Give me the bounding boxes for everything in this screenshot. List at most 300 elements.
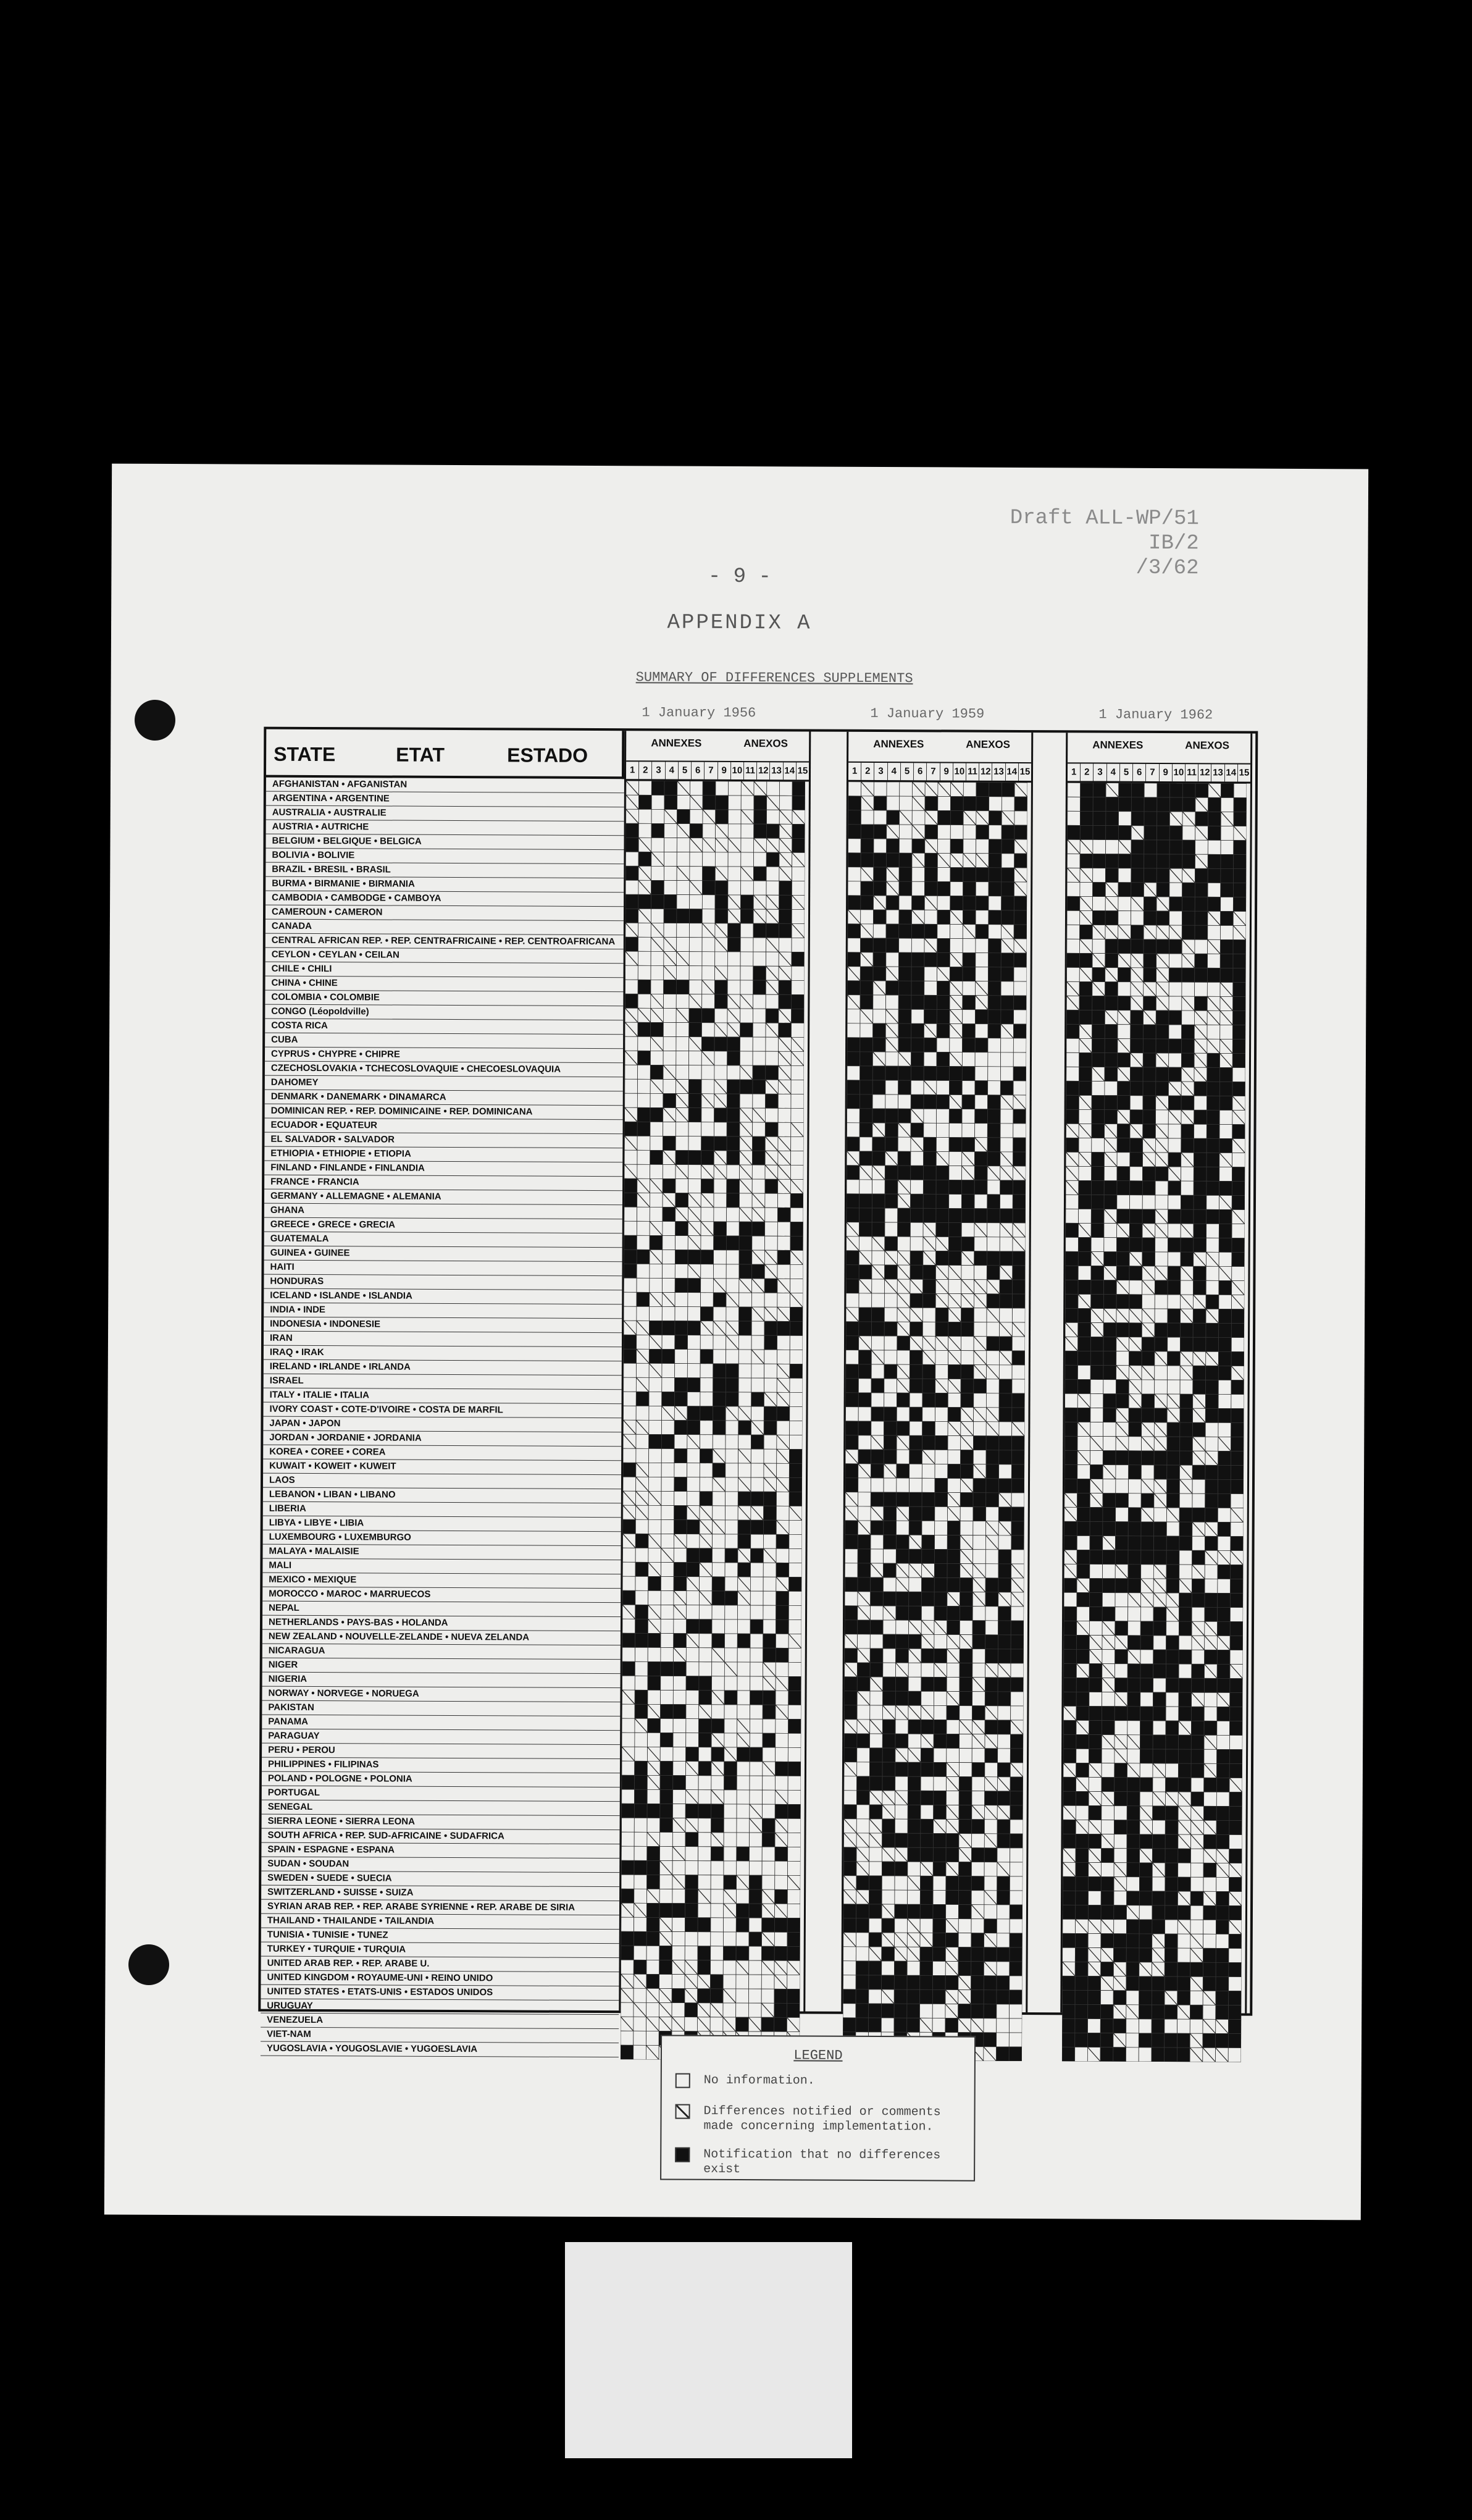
document-page [104, 464, 1368, 2220]
annex-cell [687, 1520, 700, 1534]
annex-cell [1012, 1337, 1025, 1351]
annex-cell [910, 1379, 922, 1393]
annex-cell [950, 797, 963, 811]
annex-cell [974, 1237, 987, 1251]
annex-cell [895, 1720, 908, 1734]
annex-cell [646, 2031, 659, 2045]
annex-cell [1103, 1550, 1116, 1564]
annex-cell [1219, 1209, 1232, 1224]
annex-cell [1067, 896, 1080, 910]
annex-cell [635, 1633, 648, 1647]
annex-cell [661, 1477, 674, 1491]
annex-cell [626, 823, 639, 838]
annex-cell [898, 1066, 911, 1080]
annex-cell [1118, 1025, 1131, 1039]
annex-cell [873, 952, 886, 967]
annex-cell [961, 1209, 974, 1223]
annex-cell [1103, 1451, 1116, 1465]
annex-cell [988, 1095, 1001, 1109]
annex-cell [750, 1619, 763, 1634]
annex-cell [622, 1576, 635, 1590]
annex-cell [1205, 1493, 1218, 1508]
annex-cell [1156, 883, 1169, 897]
annex-cell [961, 1266, 974, 1280]
annex-cell [861, 910, 874, 924]
annex-number: 10 [1173, 764, 1186, 781]
annex-cell [1166, 1522, 1179, 1536]
annex-cell [899, 910, 912, 924]
annex-cell [1106, 840, 1119, 854]
annex-cell [997, 2004, 1010, 2018]
annex-cell [1129, 1451, 1142, 1465]
annex-cell [1194, 1209, 1206, 1224]
annex-cell [997, 1919, 1010, 1933]
annex-cell [672, 1804, 685, 1818]
annex-cell [637, 1093, 650, 1107]
annex-cell [1001, 1010, 1014, 1024]
annex-cell [1102, 1806, 1114, 1820]
annex-cell [1193, 1366, 1206, 1380]
annex-cell [766, 994, 779, 1009]
annex-cell [736, 1989, 749, 2003]
annex-cell [741, 881, 754, 895]
annex-cell [1079, 1180, 1092, 1195]
annex-cell [625, 894, 638, 909]
annex-cell [698, 1762, 711, 1776]
annex-cell [1090, 1337, 1103, 1351]
annex-cell [859, 1151, 872, 1166]
annex-cell [1179, 1493, 1192, 1508]
annex-cell [624, 1377, 637, 1392]
annex-cell [1063, 1777, 1076, 1791]
annex-cell [712, 1634, 725, 1648]
annex-cell [727, 1051, 740, 1065]
annex-cell [870, 1663, 883, 1677]
annex-cell [622, 1761, 635, 1775]
annex-cell [1064, 1635, 1077, 1649]
annex-cell [1000, 1180, 1013, 1195]
annex-cell [1014, 967, 1027, 981]
annex-cell [912, 896, 925, 910]
state-row: POLAND • POLOGNE • POLONIA [262, 1772, 620, 1788]
annex-cell [949, 1208, 962, 1222]
annex-cell [937, 1080, 950, 1094]
annex-cell [899, 839, 912, 853]
annex-cell [1010, 1862, 1023, 1876]
annex-cell [690, 895, 703, 909]
annex-cell [1062, 1990, 1075, 2004]
annex-cell [634, 1804, 647, 1818]
annex-cell [1131, 939, 1144, 954]
annex-cell [1229, 1991, 1242, 2005]
annex-cell [724, 1804, 737, 1818]
state-row: PARAGUAY [262, 1729, 620, 1745]
annex-cell [947, 1521, 960, 1535]
annex-cell [1229, 1792, 1242, 1806]
annex-cell [1064, 1464, 1077, 1479]
annex-cell [698, 1776, 711, 1790]
annex-cell [1064, 1450, 1077, 1464]
state-row: SPAIN • ESPAGNE • ESPANA [261, 1843, 619, 1859]
annex-cell [1105, 1039, 1118, 1053]
annex-cell [908, 1677, 921, 1691]
annex-cell [635, 1676, 648, 1690]
annex-cell [959, 1749, 972, 1763]
annex-cell [1128, 1621, 1141, 1636]
annex-cell [790, 1421, 803, 1435]
annex-cell [924, 952, 937, 967]
annex-cell [1092, 1039, 1105, 1053]
annex-cell [886, 981, 899, 995]
annex-cell [1233, 983, 1246, 997]
annex-cell [1089, 1749, 1102, 1763]
annex-cell [711, 1804, 724, 1818]
annex-cell [1119, 797, 1132, 812]
annex-cell [961, 1379, 974, 1393]
annex-cell [998, 1507, 1011, 1521]
annex-cell [1066, 1209, 1079, 1223]
annex-cell [847, 1123, 859, 1137]
annex-cell [1169, 883, 1182, 897]
annex-cell [1144, 939, 1156, 954]
annex-cell [676, 980, 689, 994]
annex-cell [634, 1875, 647, 1889]
annex-cell [737, 1790, 750, 1804]
annex-cell [1204, 1792, 1217, 1806]
annex-cell [974, 1322, 987, 1337]
annex-cell [1152, 1905, 1165, 1920]
annex-cell [1144, 797, 1157, 812]
annex-cell [958, 1962, 971, 1976]
annex-cell [1063, 1919, 1076, 1933]
annex-cell [1232, 1252, 1245, 1266]
annex-cell [884, 1364, 897, 1379]
annex-cell [750, 1563, 763, 1577]
annex-cell [1068, 825, 1081, 839]
annex-cell [1102, 1820, 1114, 1834]
annex-number: 6 [914, 763, 927, 780]
annex-cell [972, 1621, 985, 1635]
annex-cell [1229, 1948, 1242, 1962]
annex-cell [1217, 1735, 1230, 1749]
annex-cell [1100, 2019, 1113, 2033]
annex-cell [1168, 1266, 1181, 1280]
annex-cell [998, 1763, 1011, 1777]
annex-cell [1170, 783, 1183, 797]
annex-cell [1102, 1778, 1114, 1792]
annex-cell [925, 867, 938, 881]
annex-cell [899, 952, 912, 967]
annex-cell [1062, 2047, 1075, 2061]
annex-cell [1090, 1564, 1103, 1579]
annex-cell [871, 1464, 884, 1478]
annex-cell [738, 1534, 751, 1548]
annex-cell [689, 966, 702, 980]
annex-cell [701, 1250, 714, 1264]
annex-cell [647, 1846, 660, 1860]
annex-cell [1093, 854, 1106, 868]
annex-cell [884, 1435, 897, 1450]
annex-cell [664, 852, 677, 866]
annex-cell [911, 1066, 924, 1080]
annex-cell [1118, 939, 1131, 954]
annex-cell [774, 1946, 787, 1960]
annex-cell [1169, 1053, 1182, 1067]
annex-cell [1191, 1749, 1204, 1763]
annex-cell [673, 1747, 686, 1762]
annex-cell [933, 1947, 946, 1961]
annex-cell [790, 1392, 803, 1406]
annex-cell [1231, 1437, 1244, 1451]
annex-cell [689, 1023, 702, 1037]
annex-cell [1169, 840, 1182, 854]
annex-cell [859, 1109, 872, 1123]
annex-cell [924, 1123, 937, 1137]
annex-cell [1169, 1067, 1182, 1082]
annex-cell [971, 1962, 984, 1976]
annex-cell [1066, 1138, 1079, 1152]
annex-cell [1014, 896, 1027, 910]
annex-cell [909, 1592, 922, 1606]
annex-cell [664, 880, 677, 894]
annex-cell [949, 1109, 962, 1124]
annex-cell [688, 1151, 701, 1165]
annex-cell [764, 1406, 777, 1421]
annex-cell [1130, 1153, 1143, 1167]
annex-cell [740, 923, 753, 938]
annex-grid-header [1068, 733, 1250, 764]
state-row: BURMA • BIRMANIE • BIRMANIA [266, 877, 624, 893]
annex-cell [688, 1179, 701, 1193]
annex-cell [885, 1194, 898, 1208]
annex-cell [984, 1862, 997, 1876]
annex-cell [1067, 967, 1080, 981]
annex-cell [984, 1976, 997, 1990]
annex-cell [764, 1492, 777, 1506]
annex-cell [1231, 1564, 1244, 1579]
annex-cell [792, 994, 805, 1009]
annex-cell [1014, 910, 1027, 925]
annex-cell [659, 1875, 672, 1889]
annex-cell [971, 1976, 984, 1990]
annex-cell [1140, 1692, 1153, 1707]
annex-cell [1153, 1778, 1166, 1792]
annex-cell [907, 1975, 920, 1989]
annex-cell [935, 1364, 948, 1379]
annex-cell [934, 1705, 947, 1720]
annex-cell [703, 852, 716, 867]
annex-cell [685, 1932, 698, 1946]
annex-cell [845, 1407, 858, 1421]
annex-cell [1013, 1280, 1026, 1294]
annex-cell [621, 1917, 634, 1931]
annex-cell [1141, 1465, 1154, 1479]
annex-cell [1205, 1564, 1218, 1579]
annex-cell [687, 1605, 700, 1619]
annex-cell [737, 1804, 750, 1818]
annex-cell [1229, 1834, 1242, 1849]
annex-cell [1063, 1749, 1076, 1763]
state-row: NIGER [262, 1658, 621, 1674]
annex-cell [872, 1137, 885, 1151]
annex-cell [898, 1080, 911, 1094]
annex-cell [859, 1350, 872, 1364]
annex-cell [883, 1634, 896, 1648]
annex-cell [920, 1890, 933, 1904]
annex-cell [660, 1732, 673, 1747]
annex-cell [973, 1521, 986, 1535]
annex-cell [686, 1705, 699, 1719]
annex-cell [1206, 1195, 1219, 1209]
annex-cell [1220, 1025, 1233, 1039]
annex-cell [1156, 1110, 1169, 1124]
annex-cell [935, 1435, 948, 1450]
annex-cell [714, 1236, 727, 1250]
annex-cell [1089, 1607, 1102, 1621]
annex-number: 6 [692, 762, 705, 779]
annex-cell [910, 1222, 923, 1237]
annex-cell [899, 896, 912, 910]
annex-cell [1129, 1238, 1142, 1252]
annex-cell [1100, 2033, 1113, 2048]
annex-cell [950, 839, 963, 854]
annex-cell [974, 1393, 987, 1408]
annex-cell [976, 882, 989, 896]
annex-cell [1013, 1251, 1026, 1266]
annex-cell [625, 1079, 638, 1093]
annex-cell [740, 1009, 753, 1023]
annex-cell [1194, 1096, 1207, 1110]
annex-cell [698, 1904, 711, 1918]
annex-cell [1181, 1138, 1194, 1153]
annex-cell [858, 1492, 871, 1506]
annex-cell [997, 1834, 1010, 1848]
annex-cell [848, 896, 861, 910]
annex-cell [753, 1122, 766, 1136]
legend-item [675, 2148, 963, 2178]
annex-cell [711, 1904, 724, 1918]
annex-cell [960, 1663, 972, 1678]
annex-cell [765, 1236, 778, 1250]
annex-cell [1229, 1905, 1242, 1920]
annex-cell [1013, 1195, 1026, 1209]
annex-cell [625, 909, 638, 923]
annex-cell [922, 1506, 935, 1521]
annex-cell [1142, 1394, 1155, 1408]
annex-cell [736, 2017, 749, 2031]
annex-cell [713, 1492, 726, 1506]
annex-cell [1077, 1408, 1090, 1422]
annex-cell [1169, 1010, 1182, 1025]
annex-cell [988, 1067, 1001, 1081]
annex-cell [1077, 1436, 1090, 1450]
annex-cell [1231, 1408, 1244, 1422]
annex-cell [1229, 1763, 1242, 1778]
annex-cell [1103, 1280, 1116, 1295]
annex-cell [1220, 954, 1233, 968]
annex-cell [687, 1619, 700, 1634]
annex-cell [1065, 1308, 1078, 1322]
annex-cell [1155, 1167, 1168, 1181]
annex-cell [1221, 911, 1234, 925]
annex-cell [963, 953, 976, 967]
annex-cell [1118, 911, 1131, 925]
annex-cell [958, 1933, 971, 1947]
annex-cell [790, 1350, 803, 1364]
state-row: MEXICO • MEXIQUE [262, 1573, 621, 1589]
annex-cell [1105, 939, 1118, 954]
annex-cell [998, 1706, 1011, 1720]
annex-cell [702, 881, 715, 895]
annex-cell [714, 1037, 727, 1051]
annex-cell [948, 1364, 961, 1379]
annex-cell [674, 1577, 687, 1591]
annex-cell [998, 1606, 1011, 1621]
annex-cell [650, 1164, 663, 1178]
annex-cell [726, 1264, 739, 1279]
annex-cell [1153, 1664, 1166, 1678]
annex-cell [635, 1605, 648, 1619]
annex-cell [895, 1890, 908, 1904]
annex-cell [622, 1718, 635, 1732]
annex-number: 7 [1146, 764, 1159, 781]
annex-cell [636, 1392, 649, 1406]
annex-cell [1216, 1920, 1229, 1934]
annex-cell [738, 1492, 751, 1506]
annex-cell [1143, 1053, 1156, 1067]
annex-cell [736, 2003, 749, 2017]
annex-cell [792, 938, 805, 952]
annex-cell [660, 1789, 673, 1804]
state-row: NEW ZEALAND • NOUVELLE-ZELANDE • NUEVA ZELANDA [262, 1630, 621, 1646]
annex-cell [1228, 2033, 1241, 2048]
annex-cell [713, 1364, 726, 1378]
annex-cell [787, 1889, 800, 1904]
annex-cell [753, 1037, 766, 1051]
annex-cell [1232, 1182, 1245, 1196]
annex-cell [1118, 982, 1131, 996]
annex-cell [1206, 1337, 1219, 1351]
state-row: ECUADOR • EQUATEUR [264, 1119, 622, 1135]
annex-cell [699, 1662, 712, 1676]
annex-cell [687, 1449, 700, 1463]
annex-cell [715, 852, 728, 867]
annex-cell [750, 1577, 763, 1591]
annex-cell [950, 967, 963, 981]
annex-cell [661, 1434, 674, 1448]
annex-cell [1012, 1379, 1025, 1393]
annex-cell [661, 1690, 674, 1704]
annex-cell [1077, 1535, 1090, 1550]
annex-cell [1192, 1664, 1205, 1678]
annex-cell [774, 2017, 787, 2031]
annex-cell [872, 1251, 885, 1265]
annex-cell [1233, 968, 1246, 983]
draft-note-line: IB/2 [1148, 531, 1199, 556]
annex-cell [1011, 1678, 1024, 1692]
annex-cell [1066, 1038, 1079, 1052]
annex-cell [1129, 1465, 1142, 1479]
annex-cell [700, 1364, 713, 1378]
annex-cell [908, 1762, 921, 1776]
annex-cell [932, 2004, 945, 2018]
annex-cell [1231, 1351, 1244, 1366]
annex-cell [845, 1535, 858, 1549]
annex-cell [938, 796, 951, 810]
annex-cell [924, 1009, 937, 1023]
annex-cell [1090, 1422, 1103, 1437]
annex-cell [701, 1108, 714, 1122]
